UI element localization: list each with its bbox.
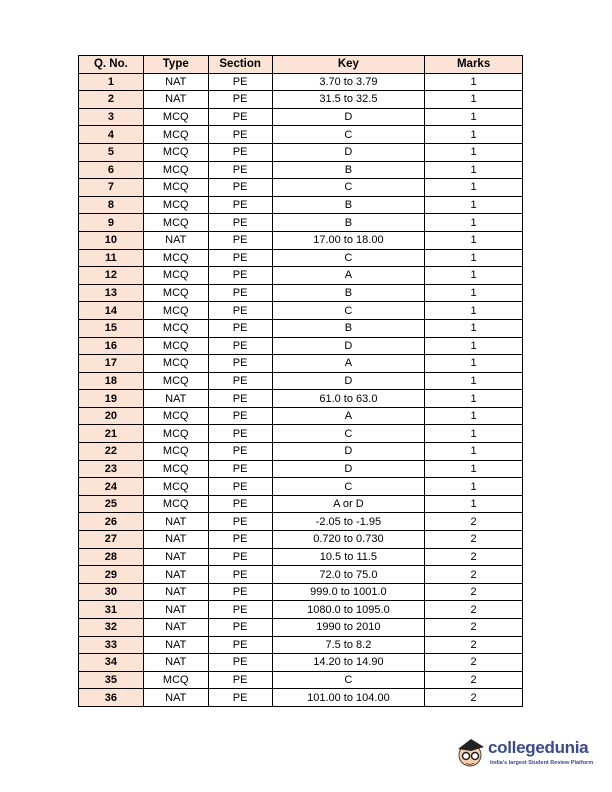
cell-type: MCQ [143,214,208,232]
cell-section: PE [208,478,272,496]
cell-key: C [272,671,425,689]
cell-marks: 1 [425,495,523,513]
cell-key: 17.00 to 18.00 [272,231,425,249]
header-type: Type [143,56,208,74]
table-row [79,425,523,443]
cell-marks: 2 [425,619,523,637]
cell-key: 72.0 to 75.0 [272,566,425,584]
table-row [79,267,523,285]
cell-qno: 5 [79,143,144,161]
cell-type: NAT [143,619,208,637]
cell-section: PE [208,443,272,461]
cell-section: PE [208,231,272,249]
cell-key: D [272,372,425,390]
cell-type: NAT [143,548,208,566]
cell-key: C [272,302,425,320]
table-row [79,636,523,654]
cell-type: MCQ [143,407,208,425]
cell-type: MCQ [143,337,208,355]
cell-key: D [272,108,425,126]
cell-section: PE [208,372,272,390]
cell-key: -2.05 to -1.95 [272,513,425,531]
table-row [79,284,523,302]
table-row [79,566,523,584]
cell-qno: 26 [79,513,144,531]
cell-qno: 24 [79,478,144,496]
cell-key: A [272,267,425,285]
cell-qno: 13 [79,284,144,302]
cell-type: MCQ [143,478,208,496]
table-header-row [79,56,523,74]
table-row [79,319,523,337]
cell-section: PE [208,619,272,637]
cell-type: NAT [143,91,208,109]
table-row [79,355,523,373]
cell-section: PE [208,548,272,566]
cell-qno: 9 [79,214,144,232]
cell-section: PE [208,407,272,425]
cell-key: 14.20 to 14.90 [272,654,425,672]
cell-marks: 1 [425,407,523,425]
cell-type: NAT [143,531,208,549]
cell-section: PE [208,495,272,513]
logo-tagline: India's largest Student Review Platform [490,760,594,766]
table-row [79,390,523,408]
cell-marks: 2 [425,636,523,654]
cell-type: NAT [143,654,208,672]
table-row [79,689,523,707]
table-row [79,231,523,249]
cell-marks: 2 [425,671,523,689]
cell-section: PE [208,319,272,337]
table-row [79,495,523,513]
cell-marks: 1 [425,249,523,267]
cell-key: 3.70 to 3.79 [272,73,425,91]
table-row [79,601,523,619]
cell-type: NAT [143,513,208,531]
cell-key: C [272,126,425,144]
table-row [79,179,523,197]
cell-marks: 1 [425,73,523,91]
cell-qno: 33 [79,636,144,654]
cell-section: PE [208,566,272,584]
cell-type: MCQ [143,495,208,513]
cell-section: PE [208,337,272,355]
table-row [79,337,523,355]
cell-type: MCQ [143,302,208,320]
cell-marks: 1 [425,214,523,232]
cell-key: A [272,407,425,425]
cell-marks: 1 [425,231,523,249]
cell-section: PE [208,249,272,267]
cell-section: PE [208,73,272,91]
cell-type: MCQ [143,319,208,337]
table-row [79,143,523,161]
cell-section: PE [208,601,272,619]
cell-qno: 27 [79,531,144,549]
cell-key: D [272,337,425,355]
cell-type: NAT [143,689,208,707]
cell-marks: 2 [425,566,523,584]
cell-section: PE [208,196,272,214]
cell-qno: 3 [79,108,144,126]
cell-type: NAT [143,231,208,249]
cell-qno: 21 [79,425,144,443]
table-row [79,372,523,390]
cell-type: MCQ [143,108,208,126]
cell-key: A [272,355,425,373]
cell-type: MCQ [143,143,208,161]
table-row [79,108,523,126]
cell-marks: 2 [425,689,523,707]
cell-marks: 1 [425,302,523,320]
table-row [79,302,523,320]
table-row [79,531,523,549]
cell-section: PE [208,654,272,672]
cell-marks: 1 [425,91,523,109]
cell-qno: 8 [79,196,144,214]
cell-type: MCQ [143,460,208,478]
table-row [79,126,523,144]
table-row [79,443,523,461]
cell-marks: 1 [425,126,523,144]
cell-key: C [272,478,425,496]
cell-type: MCQ [143,126,208,144]
cell-qno: 19 [79,390,144,408]
cell-section: PE [208,214,272,232]
cell-qno: 12 [79,267,144,285]
cell-type: NAT [143,583,208,601]
cell-marks: 1 [425,143,523,161]
header-key: Key [272,56,425,74]
cell-marks: 1 [425,108,523,126]
header-section: Section [208,56,272,74]
cell-key: D [272,460,425,478]
cell-marks: 1 [425,267,523,285]
cell-qno: 30 [79,583,144,601]
cell-qno: 11 [79,249,144,267]
cell-key: 1080.0 to 1095.0 [272,601,425,619]
cell-key: B [272,214,425,232]
cell-qno: 16 [79,337,144,355]
cell-section: PE [208,636,272,654]
cell-type: MCQ [143,161,208,179]
cell-section: PE [208,143,272,161]
logo-brand-text: collegedunia [488,738,589,757]
cell-section: PE [208,689,272,707]
cell-qno: 25 [79,495,144,513]
cell-section: PE [208,126,272,144]
table-row [79,513,523,531]
cell-type: MCQ [143,443,208,461]
table-row [79,619,523,637]
cell-marks: 1 [425,179,523,197]
answer-key-table [78,55,523,707]
cell-marks: 1 [425,355,523,373]
cell-qno: 7 [79,179,144,197]
table-row [79,407,523,425]
cell-type: NAT [143,601,208,619]
cell-type: MCQ [143,355,208,373]
cell-marks: 1 [425,319,523,337]
cell-type: MCQ [143,372,208,390]
table-row [79,583,523,601]
cell-section: PE [208,513,272,531]
cell-section: PE [208,390,272,408]
cell-qno: 32 [79,619,144,637]
cell-section: PE [208,91,272,109]
cell-section: PE [208,284,272,302]
cell-key: D [272,143,425,161]
cell-marks: 1 [425,443,523,461]
cell-type: MCQ [143,267,208,285]
cell-type: MCQ [143,249,208,267]
cell-section: PE [208,355,272,373]
table-row [79,478,523,496]
cell-qno: 4 [79,126,144,144]
header-marks: Marks [425,56,523,74]
cell-key: D [272,443,425,461]
table-row [79,460,523,478]
cell-section: PE [208,460,272,478]
cell-key: 31.5 to 32.5 [272,91,425,109]
cell-key: B [272,161,425,179]
cell-section: PE [208,267,272,285]
cell-qno: 23 [79,460,144,478]
cell-type: NAT [143,566,208,584]
cell-type: NAT [143,390,208,408]
cell-type: MCQ [143,196,208,214]
cell-type: MCQ [143,179,208,197]
table-row [79,654,523,672]
cell-key: 1990 to 2010 [272,619,425,637]
mascot-icon [455,735,485,771]
cell-section: PE [208,302,272,320]
cell-key: 10.5 to 11.5 [272,548,425,566]
cell-qno: 35 [79,671,144,689]
table-row [79,214,523,232]
cell-key: B [272,319,425,337]
cell-section: PE [208,531,272,549]
cell-marks: 1 [425,372,523,390]
cell-marks: 2 [425,548,523,566]
table-row [79,249,523,267]
cell-type: NAT [143,73,208,91]
cell-marks: 2 [425,513,523,531]
cell-marks: 2 [425,583,523,601]
cell-marks: 1 [425,284,523,302]
table-row [79,548,523,566]
cell-key: 0.720 to 0.730 [272,531,425,549]
cell-key: B [272,284,425,302]
cell-qno: 6 [79,161,144,179]
cell-key: C [272,425,425,443]
cell-key: 61.0 to 63.0 [272,390,425,408]
cell-qno: 14 [79,302,144,320]
header-qno: Q. No. [79,56,144,74]
cell-key: 101.00 to 104.00 [272,689,425,707]
cell-type: MCQ [143,425,208,443]
cell-section: PE [208,425,272,443]
cell-qno: 10 [79,231,144,249]
cell-section: PE [208,108,272,126]
cell-section: PE [208,583,272,601]
cell-qno: 1 [79,73,144,91]
cell-marks: 1 [425,460,523,478]
cell-key: C [272,179,425,197]
cell-marks: 1 [425,390,523,408]
cell-marks: 2 [425,601,523,619]
cell-qno: 29 [79,566,144,584]
cell-marks: 1 [425,161,523,179]
table-row [79,161,523,179]
cell-qno: 28 [79,548,144,566]
cell-qno: 36 [79,689,144,707]
cell-section: PE [208,671,272,689]
cell-section: PE [208,161,272,179]
cell-marks: 1 [425,196,523,214]
cell-key: A or D [272,495,425,513]
cell-key: 7.5 to 8.2 [272,636,425,654]
cell-qno: 2 [79,91,144,109]
cell-marks: 2 [425,531,523,549]
table-row [79,196,523,214]
cell-qno: 31 [79,601,144,619]
cell-type: MCQ [143,671,208,689]
cell-type: NAT [143,636,208,654]
cell-marks: 2 [425,654,523,672]
cell-marks: 1 [425,337,523,355]
cell-marks: 1 [425,425,523,443]
cell-marks: 1 [425,478,523,496]
table-row [79,671,523,689]
cell-key: C [272,249,425,267]
table-row [79,91,523,109]
cell-qno: 20 [79,407,144,425]
table-row [79,73,523,91]
cell-section: PE [208,179,272,197]
cell-key: 999.0 to 1001.0 [272,583,425,601]
cell-qno: 17 [79,355,144,373]
cell-qno: 22 [79,443,144,461]
cell-qno: 18 [79,372,144,390]
cell-key: B [272,196,425,214]
cell-qno: 34 [79,654,144,672]
cell-qno: 15 [79,319,144,337]
cell-type: MCQ [143,284,208,302]
